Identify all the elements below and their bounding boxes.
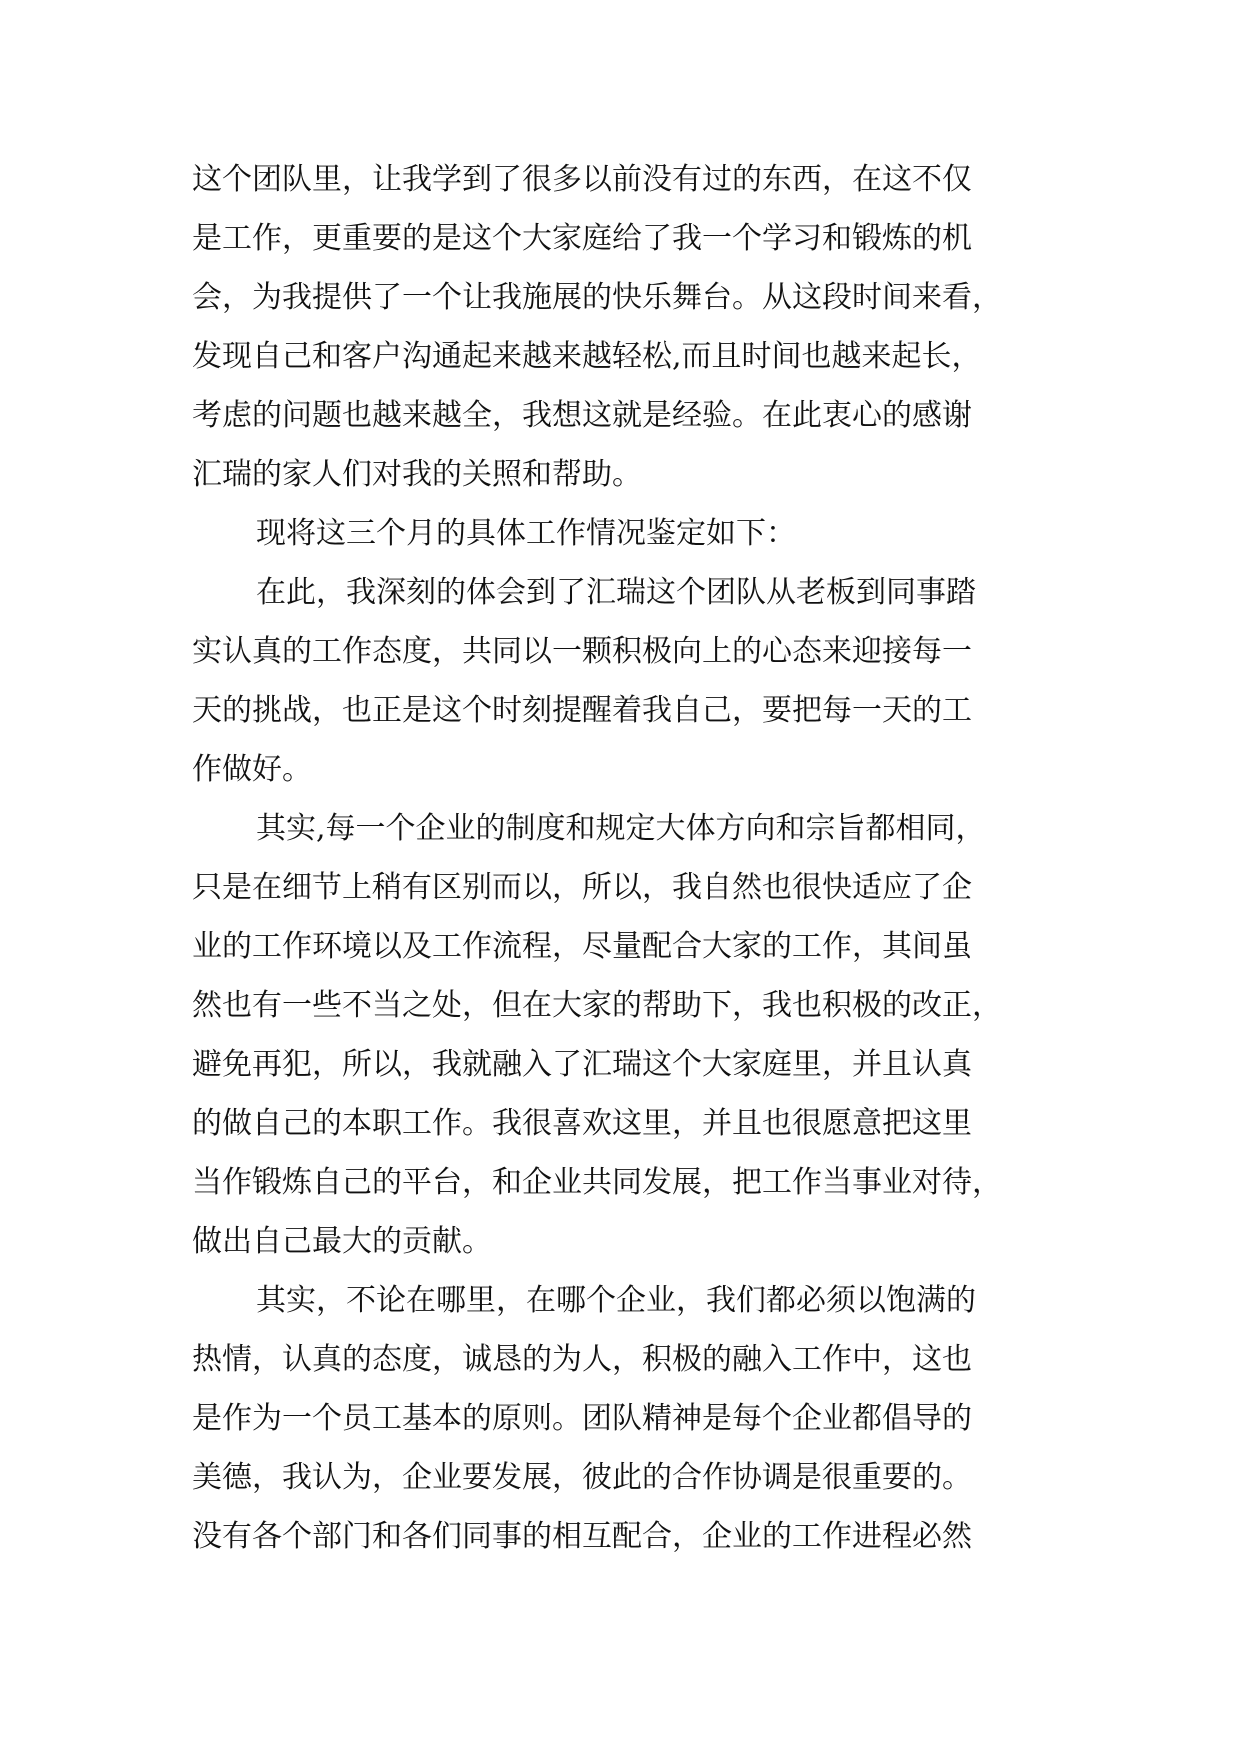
text-line: 现将这三个月的具体工作情况鉴定如下：	[256, 516, 796, 551]
text-line: 在此，我深刻的体会到了汇瑞这个团队从老板到同事踏	[256, 575, 976, 610]
text-line: 汇瑞的家人们对我的关照和帮助。	[192, 457, 642, 492]
text-line: 是作为一个员工基本的原则。团队精神是每个企业都倡导的	[192, 1401, 972, 1436]
text-line: 没有各个部门和各们同事的相互配合，企业的工作进程必然	[192, 1519, 972, 1554]
text-line: 考虑的问题也越来越全，我想这就是经验。在此衷心的感谢	[192, 398, 972, 433]
text-line: 这个团队里，让我学到了很多以前没有过的东西，在这不仅	[192, 162, 972, 197]
text-line: 天的挑战，也正是这个时刻提醒着我自己，要把每一天的工	[192, 693, 972, 728]
text-line: 当作锻炼自己的平台，和企业共同发展，把工作当事业对待，	[192, 1165, 1002, 1200]
text-line: 美德，我认为，企业要发展，彼此的合作协调是很重要的。	[192, 1460, 972, 1495]
text-line: 其实,每一个企业的制度和规定大体方向和宗旨都相同，	[256, 811, 986, 846]
text-line: 业的工作环境以及工作流程，尽量配合大家的工作，其间虽	[192, 929, 972, 964]
text-line: 热情，认真的态度，诚恳的为人，积极的融入工作中，这也	[192, 1342, 972, 1377]
text-line: 只是在细节上稍有区别而以，所以，我自然也很快适应了企	[192, 870, 972, 905]
text-line: 的做自己的本职工作。我很喜欢这里，并且也很愿意把这里	[192, 1106, 972, 1141]
text-line: 是工作，更重要的是这个大家庭给了我一个学习和锻炼的机	[192, 221, 972, 256]
text-line: 实认真的工作态度，共同以一颗积极向上的心态来迎接每一	[192, 634, 972, 669]
text-line: 避免再犯，所以，我就融入了汇瑞这个大家庭里，并且认真	[192, 1047, 972, 1082]
text-line: 其实，不论在哪里，在哪个企业，我们都必须以饱满的	[256, 1283, 976, 1318]
text-line: 然也有一些不当之处，但在大家的帮助下，我也积极的改正，	[192, 988, 1002, 1023]
text-line: 会，为我提供了一个让我施展的快乐舞台。从这段时间来看，	[192, 280, 1002, 315]
text-line: 作做好。	[192, 752, 312, 787]
text-line: 发现自己和客户沟通起来越来越轻松,而且时间也越来起长，	[192, 339, 982, 374]
text-line: 做出自己最大的贡献。	[192, 1224, 492, 1259]
